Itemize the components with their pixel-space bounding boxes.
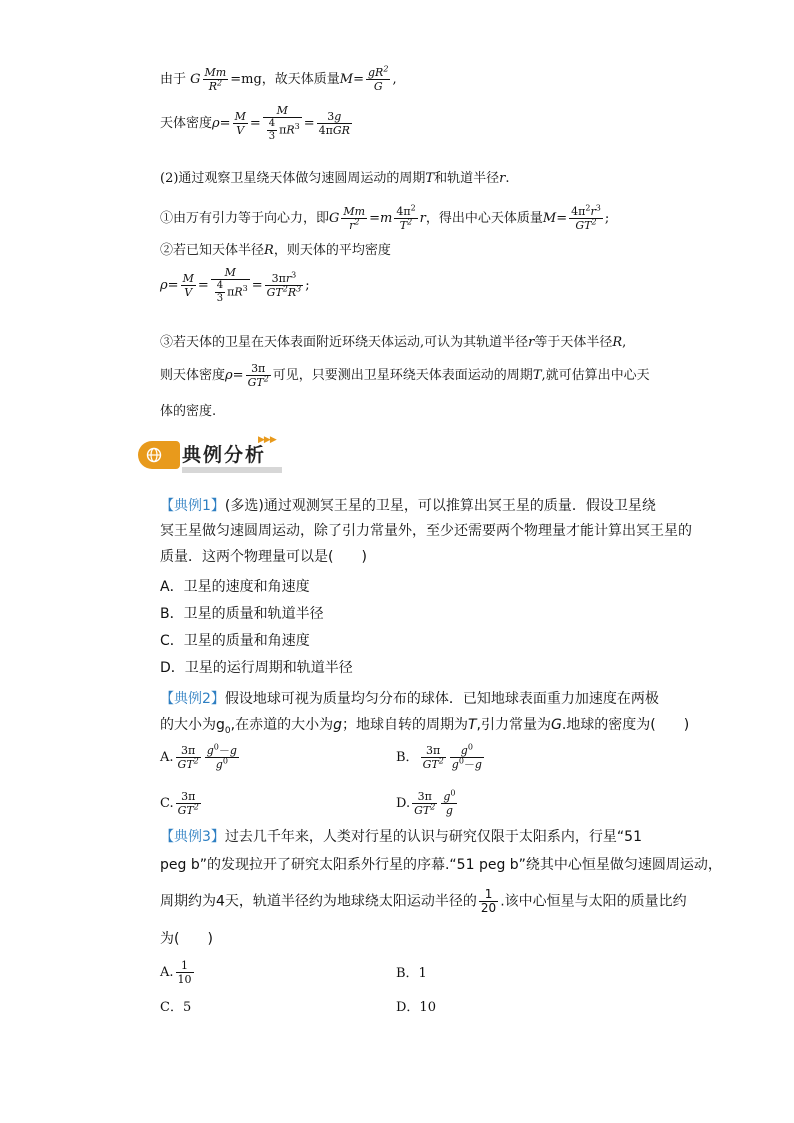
theory-item-c3-line2: 则天体密度ρ= $\frac{3\pi}{GT^2}$ 可见，只要测出卫星环绕天体表面运动的周期T,就可估算出中心天: [160, 362, 650, 389]
text: 和轨道半径: [434, 171, 500, 186]
option-b[interactable]: [160, 605, 324, 623]
theory-item-c2-formula: ρ= $\frac{M}{V}$ = M $\frac{4}{3}$ $\pi R^3$ = $\frac{3\pi r^3}{GT^2R^3}$ ;: [160, 266, 310, 304]
example-1-line-3: [160, 548, 367, 566]
theory-item-c1: ①由万有引力等于向心力，即G $\frac{Mm}{r^2}$ =m $\frac{4\pi^2}{T^2}$ r，得出中心天体质量M= $\frac{4\pi^2r^3}{GT^2}$ ;: [160, 203, 610, 232]
text: 的大小为g: [160, 717, 225, 733]
example-label: 【典例1】: [160, 498, 225, 514]
option-c[interactable]: C. $\frac{3\pi}{GT^2}$: [160, 790, 199, 817]
text: 为( ): [160, 931, 213, 947]
text: .地球的密度为( ): [561, 717, 690, 733]
example-2-line-1: [160, 690, 659, 708]
text: A．卫星的速度和角速度: [160, 579, 310, 595]
text: ①由万有引力等于向心力，即: [160, 211, 330, 226]
example-label: 【典例2】: [160, 691, 225, 707]
theory-item-c3-line3: [160, 404, 216, 420]
option-d[interactable]: [160, 659, 353, 677]
text: ，得出中心天体质量: [425, 211, 543, 226]
text: 过去几千年来，人类对行星的认识与研究仅限于太阳系内，行星“51: [224, 829, 642, 845]
text: (2)通过观察卫星绕天体做匀速圆周运动的周期: [160, 171, 426, 186]
text: 周期约为4天，轨道半径约为地球绕太阳运动半径的: [160, 893, 477, 910]
text: =mg，故天体质量: [230, 72, 340, 87]
option-d[interactable]: D. $\frac{3\pi}{GT^2}$ $\frac{g^0}{g}$: [396, 788, 456, 817]
text: ,就可估算出中心天: [541, 368, 650, 383]
text: ②若已知天体半径: [160, 243, 265, 258]
example-2-line-2: 的大小为$g_0$,在赤道的大小为g；地球自转的周期为T,引力常量为G.地球的密度为( ): [160, 717, 690, 736]
text: 等于天体半径: [534, 335, 613, 350]
theory-item-2: (2)通过观察卫星绕天体做匀速圆周运动的周期T和轨道半径r.: [160, 171, 510, 186]
text: ,在赤道的大小为: [230, 717, 334, 733]
example-1-line-2: [160, 522, 692, 540]
text: ③若天体的卫星在天体表面附近环绕天体运动,可认为其轨道半径: [160, 335, 529, 350]
text: 质量．这两个物理量可以是( ): [160, 549, 367, 565]
text: 由于: [160, 72, 187, 87]
section-title: 典例分析: [182, 444, 267, 466]
text: 则天体密度: [160, 368, 226, 383]
option-a[interactable]: A. $\frac{3\pi}{GT^2}$ $\frac{g^0-g}{g^0}$: [160, 742, 237, 771]
option-b[interactable]: B．1: [396, 966, 427, 981]
text: 体的密度.: [160, 404, 217, 419]
example-3-line-2: [160, 856, 722, 874]
example-label: 【典例3】: [160, 829, 225, 845]
text: ，则天体的平均密度: [273, 243, 391, 258]
theory-item-c2: ②若已知天体半径R，则天体的平均密度: [160, 243, 391, 258]
theory-line-2: 天体密度ρ= $\frac{M}{V}$ = M $\frac{4}{3}$ $\pi R^3$ = $\frac{3g}{\text{4πGR}}$: [160, 104, 350, 142]
text: 天体密度: [160, 116, 213, 131]
example-1-line-1: [160, 497, 656, 515]
example-3-line-4: [160, 930, 213, 948]
text: 冥王星做匀速圆周运动，除了引力常量外，至少还需要两个物理量才能计算出冥王星的: [160, 523, 692, 539]
text: peg b”的发现拉开了研究太阳系外行星的序幕.“51 peg b”绕其中心恒星做匀速圆周运动，: [160, 857, 722, 873]
text: ,引力常量为: [476, 717, 551, 733]
option-b[interactable]: B． $\frac{3\pi}{GT^2}$ $\frac{g^0}{g^0-g}$: [396, 742, 482, 771]
example-3-line-1: [160, 828, 642, 846]
option-a[interactable]: [160, 578, 310, 596]
example-3-line-3: 周期约为4天，轨道半径约为地球绕太阳运动半径的 $\frac{1}{20}$ .该中心恒星与太阳的质量比约: [160, 887, 687, 915]
text: 假设地球可视为质量均匀分布的球体．已知地球表面重力加速度在两极: [224, 691, 659, 707]
text: C．卫星的质量和角速度: [160, 633, 310, 649]
theory-line-1: 由于 G $\frac{Mm}{R^2}$ =mg，故天体质量M= $\frac{gR^2}{G}$ ,: [160, 64, 397, 93]
text: D．卫星的运行周期和轨道半径: [160, 660, 353, 676]
option-a[interactable]: A. $\frac{1}{10}$: [160, 959, 192, 986]
text: (多选)通过观测冥王星的卫星，可以推算出冥王星的质量．假设卫星绕: [224, 498, 656, 514]
triple-arrow-icon: ▶▶▶: [258, 435, 276, 445]
option-c[interactable]: [160, 632, 310, 650]
globe-icon: [146, 447, 162, 463]
text: ；地球自转的周期为: [341, 717, 468, 733]
text: B．卫星的质量和轨道半径: [160, 606, 324, 622]
theory-item-c3: ③若天体的卫星在天体表面附近环绕天体运动,可认为其轨道半径r等于天体半径R,: [160, 335, 627, 350]
text: 可见，只要测出卫星环绕天体表面运动的周期: [272, 368, 533, 383]
option-d[interactable]: D．10: [396, 1000, 436, 1015]
text: .该中心恒星与太阳的质量比约: [500, 893, 687, 910]
option-c[interactable]: C．5: [160, 1000, 192, 1015]
